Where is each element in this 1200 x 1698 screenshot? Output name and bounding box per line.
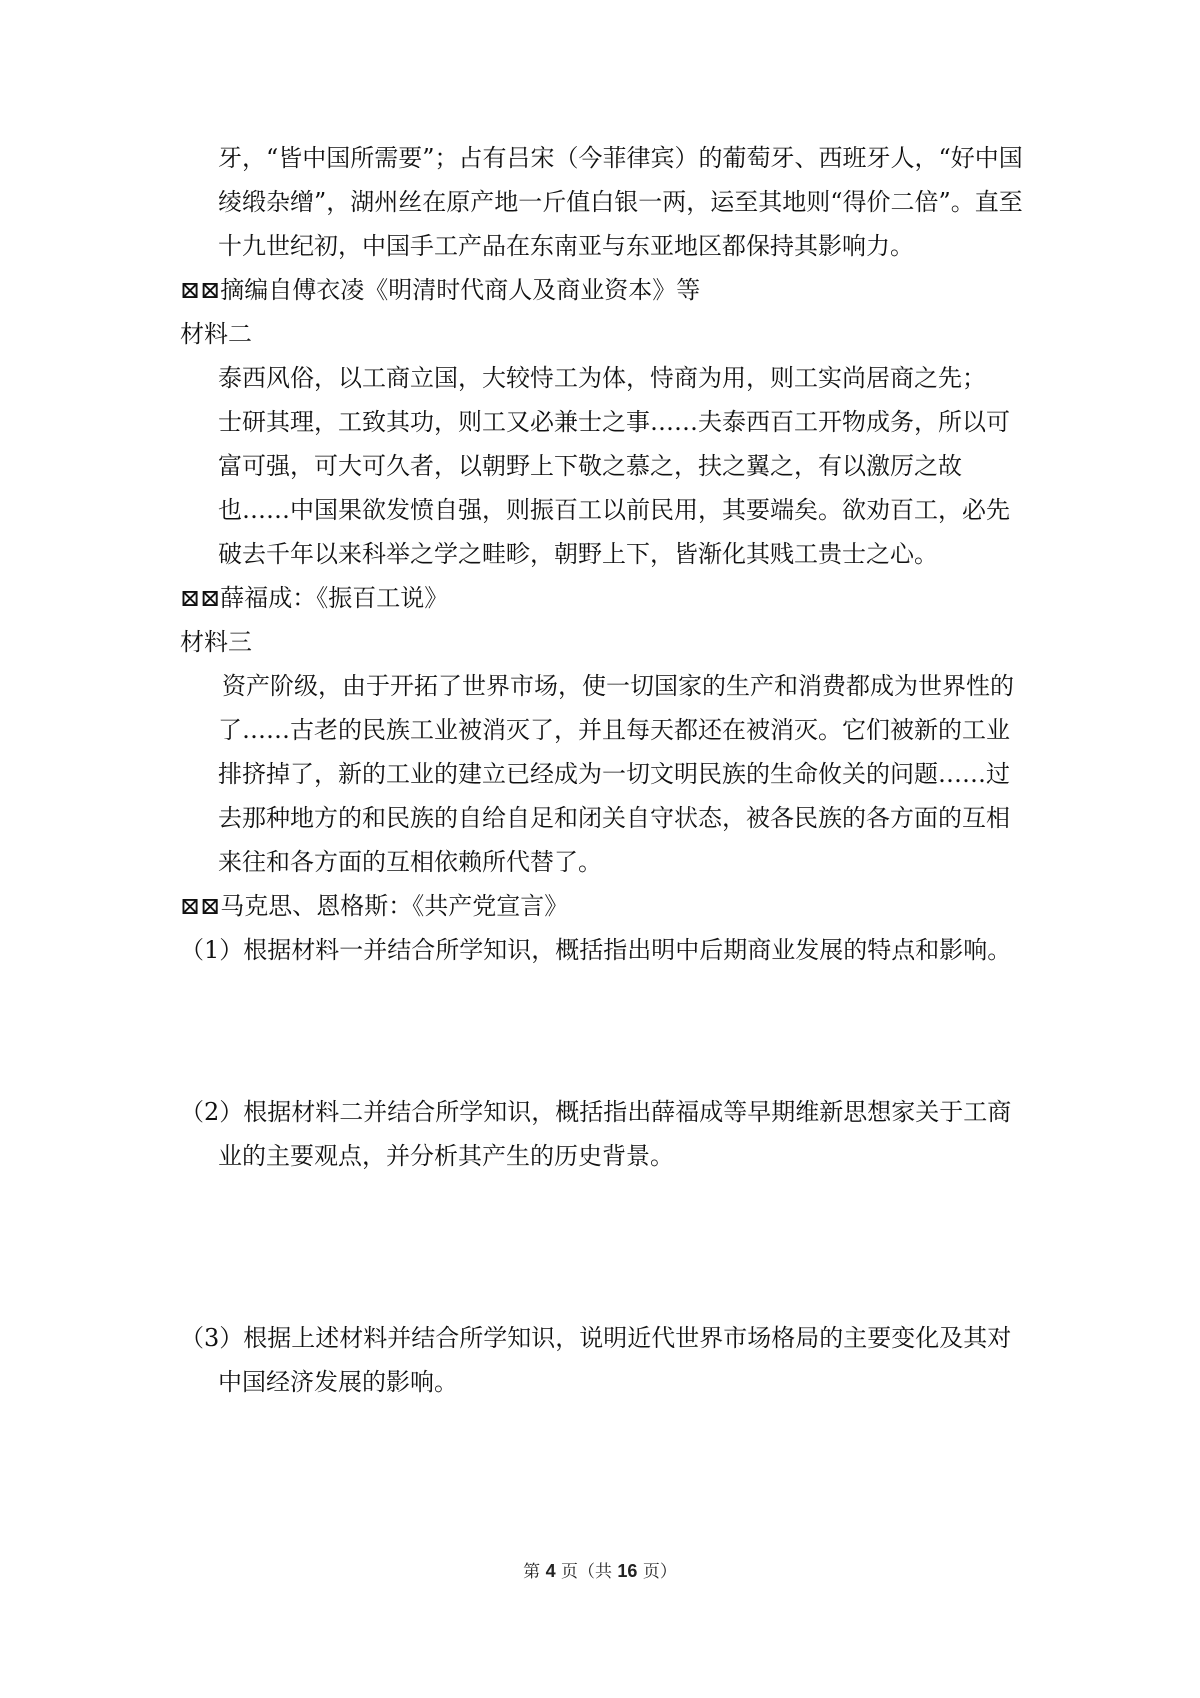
- footer-middle: 页（共: [560, 1562, 612, 1582]
- source-material1: ⊠⊠摘编自傅衣凌《明清时代商人及商业资本》等: [180, 276, 701, 304]
- question-3-line-1: （3）根据上述材料并结合所学知识，说明近代世界市场格局的主要变化及其对: [180, 1324, 1012, 1352]
- question-2-line-2: 业的主要观点，并分析其产生的历史背景。: [218, 1142, 674, 1170]
- material3-line-5: 来往和各方面的互相依赖所代替了。: [218, 848, 602, 876]
- material1-line-2: 绫缎杂缯”，湖州丝在原产地一斤值白银一两，运至其地则“得价二倍”。直至: [218, 188, 1023, 216]
- material3-line-4: 去那种地方的和民族的自给自足和闭关自守状态，被各民族的各方面的互相: [218, 804, 1010, 832]
- material1-line-1: 牙，“皆中国所需要”；占有吕宋（今菲律宾）的葡萄牙、西班牙人，“好中国: [218, 144, 1023, 172]
- material2-line-3: 富可强，可大可久者，以朝野上下敬之慕之，扶之翼之，有以激厉之故: [218, 452, 962, 480]
- material3-line-3: 排挤掉了，新的工业的建立已经成为一切文明民族的生命攸关的问题……过: [218, 760, 1010, 788]
- page-footer: [0, 1560, 1200, 1583]
- material3-line-1: 资产阶级，由于开拓了世界市场，使一切国家的生产和消费都成为世界性的: [222, 672, 1014, 700]
- material2-line-4: 也……中国果欲发愤自强，则振百工以前民用，其要端矣。欲劝百工，必先: [218, 496, 1010, 524]
- question-3-line-2: 中国经济发展的影响。: [218, 1368, 458, 1396]
- footer-suffix: 页）: [642, 1562, 677, 1582]
- material1-line-3: 十九世纪初，中国手工产品在东南亚与东亚地区都保持其影响力。: [218, 232, 914, 260]
- footer-total-pages: 16: [617, 1561, 638, 1581]
- footer-page-number: 4: [545, 1561, 556, 1581]
- material3-title: 材料三: [180, 628, 252, 656]
- source-material2: ⊠⊠薛福成：《振百工说》: [180, 584, 449, 612]
- material2-line-1: 泰西风俗，以工商立国，大较恃工为体，恃商为用，则工实尚居商之先；: [218, 364, 986, 392]
- material2-title: 材料二: [180, 320, 252, 348]
- material2-line-2: 士研其理，工致其功，则工又必兼士之事……夫泰西百工开物成务，所以可: [218, 408, 1010, 436]
- footer-prefix: 第: [523, 1562, 541, 1582]
- material2-line-5: 破去千年以来科举之学之畦畛，朝野上下，皆渐化其贱工贵士之心。: [218, 540, 938, 568]
- question-2-line-1: （2）根据材料二并结合所学知识，概括指出薛福成等早期维新思想家关于工商: [180, 1098, 1012, 1126]
- source-material3: ⊠⊠马克思、恩格斯：《共产党宣言》: [180, 892, 569, 920]
- material3-line-2: 了……古老的民族工业被消灭了，并且每天都还在被消灭。它们被新的工业: [218, 716, 1010, 744]
- question-1: （1）根据材料一并结合所学知识，概括指出明中后期商业发展的特点和影响。: [180, 936, 1012, 964]
